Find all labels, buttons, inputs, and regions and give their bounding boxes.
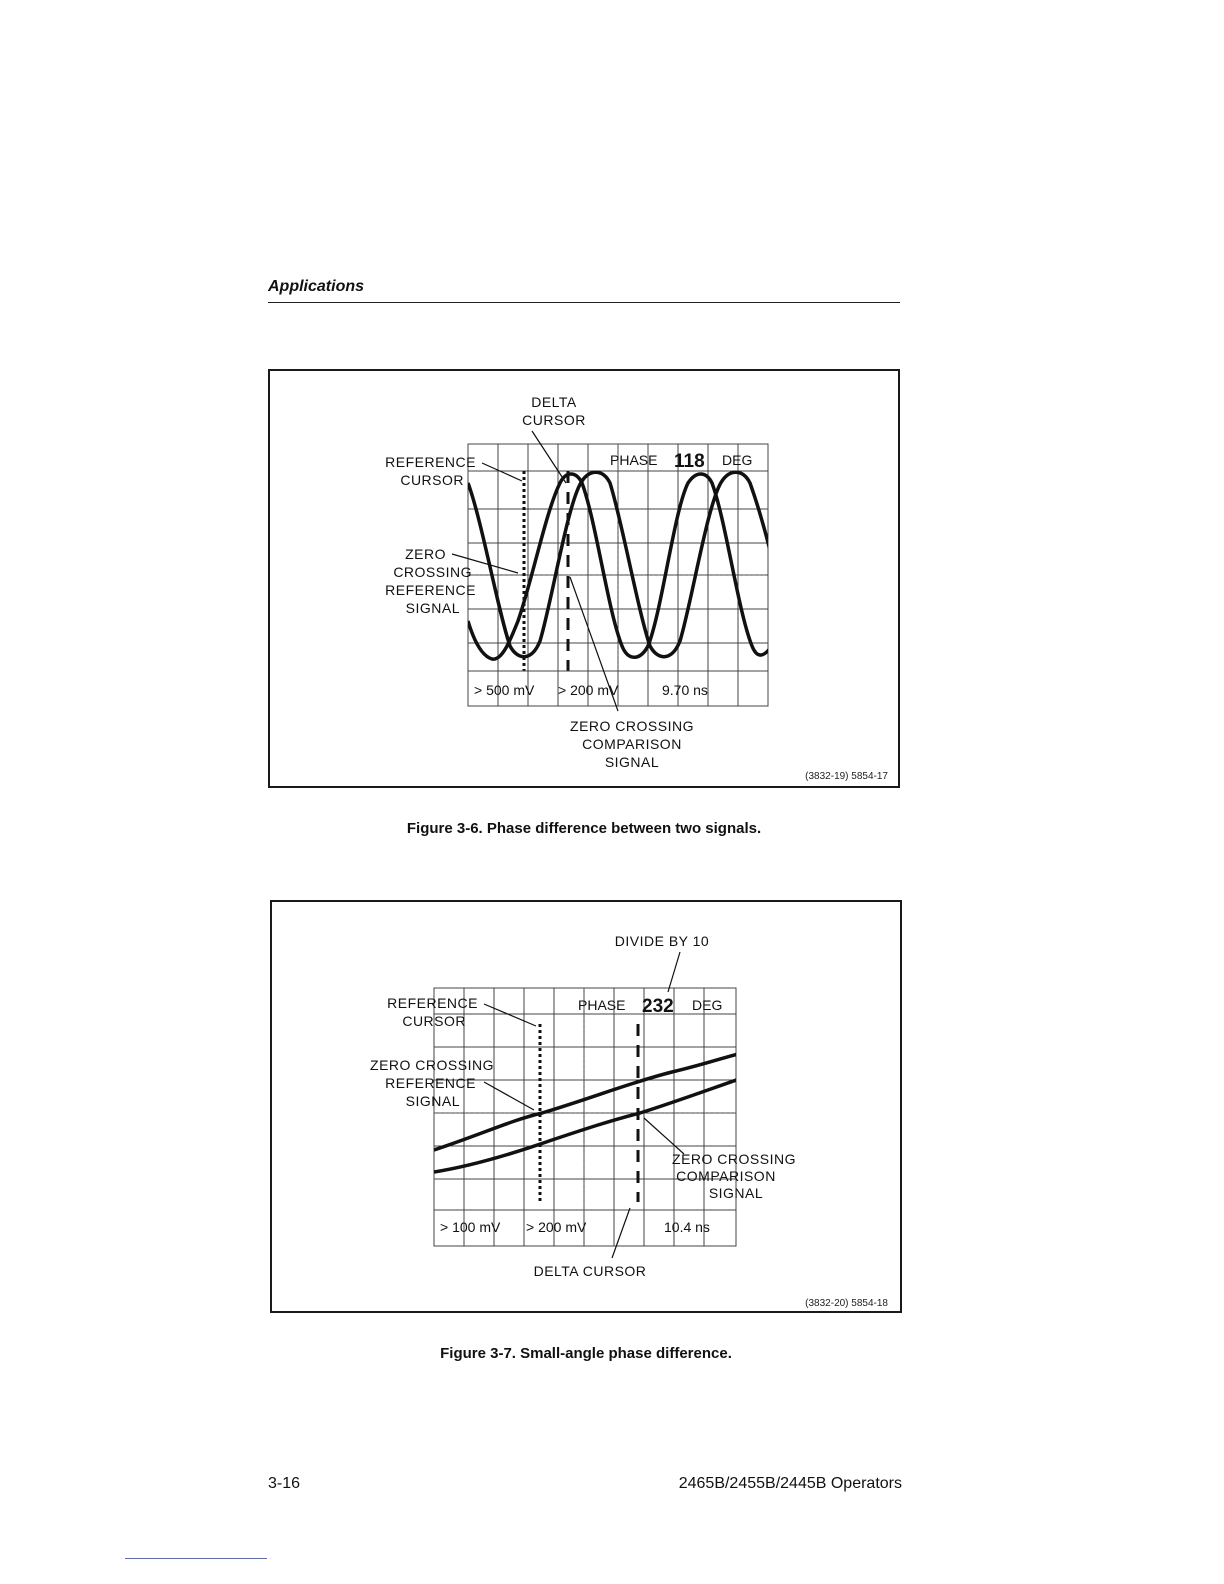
reference-cursor-label-2b: CURSOR: [402, 1013, 466, 1029]
section-title: Applications: [268, 278, 365, 295]
reference-cursor-arrow-2: [484, 1004, 536, 1026]
figure-3-6: [268, 369, 900, 788]
ch2-scale-1: > 200 mV: [558, 682, 619, 698]
zero-crossing-ref-label-3: REFERENCE: [385, 582, 476, 598]
divide-by-arrow: [668, 952, 680, 992]
zero-crossing-ref-label-1: ZERO: [405, 546, 446, 562]
phase-label-2: PHASE: [578, 997, 626, 1013]
phase-unit-1: DEG: [722, 452, 753, 468]
delta-cursor-label-2: CURSOR: [522, 412, 586, 428]
zero-crossing-cmp-label-2: COMPARISON: [582, 736, 682, 752]
zero-crossing-ref-arrow-2: [484, 1082, 534, 1110]
figure-code-2: (3832-20) 5854-18: [805, 1298, 888, 1309]
zero-crossing-cmp-label-3: SIGNAL: [604, 754, 660, 770]
phase-value-2: 232: [642, 996, 674, 1017]
delta-cursor-label-2: DELTA CURSOR: [533, 1263, 647, 1279]
figure-3-6-drawing: [270, 371, 898, 786]
figure-code-1: (3832-19) 5854-17: [805, 771, 888, 782]
delta-cursor-arrow-2: [612, 1208, 630, 1258]
reference-cursor-label-2: CURSOR: [400, 472, 464, 488]
reference-cursor-arrow: [482, 463, 522, 481]
phase-value-1: 118: [674, 451, 705, 472]
phase-unit-2: DEG: [692, 997, 723, 1013]
delta-cursor-label-1: DELTA: [531, 394, 577, 410]
manual-title: 2465B/2455B/2445B Operators: [678, 1475, 902, 1492]
figure-3-7-drawing: [272, 902, 900, 1311]
figure-3-7: [270, 900, 902, 1313]
delta-cursor-arrow: [532, 431, 566, 483]
header-rule: [268, 302, 900, 303]
figure-caption-1: Figure 3-6. Phase difference between two signals.: [406, 820, 762, 837]
page-number: 3-16: [268, 1475, 301, 1492]
zero-crossing-cmp-label-1: ZERO CROSSING: [570, 718, 694, 734]
figure-caption-2: Figure 3-7. Small-angle phase difference.: [440, 1345, 732, 1362]
zero-crossing-ref-label-2: CROSSING: [393, 564, 472, 580]
waveforms-1: [468, 472, 775, 659]
reference-cursor-label-2a: REFERENCE: [387, 995, 478, 1011]
ch1-scale-1: > 500 mV: [474, 682, 535, 698]
zero-crossing-ref-label-4: SIGNAL: [405, 600, 460, 616]
reference-cursor-label-1: REFERENCE: [385, 454, 476, 470]
zero-crossing-cmp-arrow-2: [644, 1118, 684, 1154]
zero-crossing-cmp-label-2b: COMPARISON: [676, 1168, 776, 1184]
time-readout-2: 10.4 ns: [664, 1219, 710, 1235]
graticule-1: [468, 444, 768, 706]
phase-label-1: PHASE: [610, 452, 658, 468]
ch1-scale-2: > 100 mV: [440, 1219, 501, 1235]
time-readout-1: 9.70 ns: [662, 682, 708, 698]
comparison-signal-trace: [468, 474, 775, 659]
ch2-scale-2: > 200 mV: [526, 1219, 587, 1235]
graticule-2: [434, 988, 736, 1246]
zero-crossing-ref-label-2c: SIGNAL: [405, 1093, 460, 1109]
zero-crossing-cmp-label-2a: ZERO CROSSING: [672, 1151, 796, 1167]
zero-crossing-ref-label-2b: REFERENCE: [385, 1075, 476, 1091]
zero-crossing-cmp-label-2c: SIGNAL: [708, 1185, 764, 1201]
footer-link-underline: [125, 1558, 267, 1559]
divide-by-label: DIVIDE BY 10: [614, 933, 710, 949]
zero-crossing-ref-label-2a: ZERO CROSSING: [370, 1057, 494, 1073]
